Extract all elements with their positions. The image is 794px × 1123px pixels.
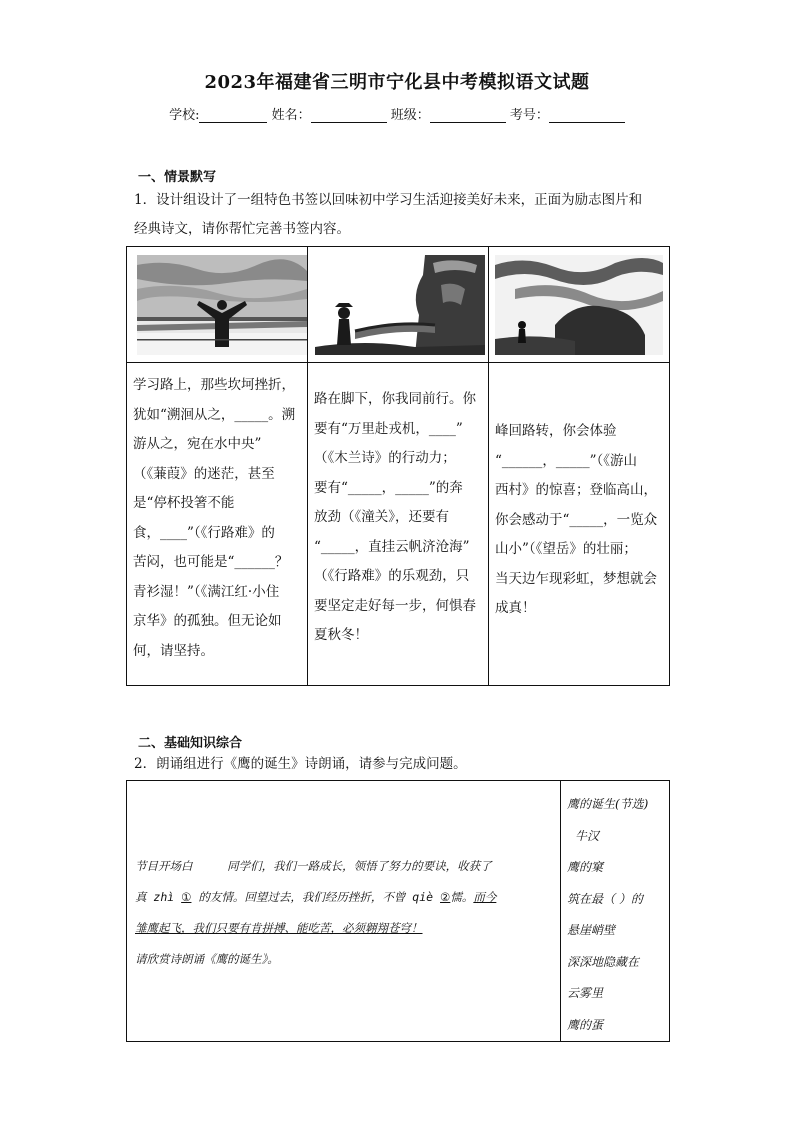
- remarks-line-3: [135, 913, 551, 944]
- text-line: 山小”（《望岳》的壮丽；: [495, 541, 637, 557]
- text-line: 成真！: [495, 600, 536, 616]
- name-blank[interactable]: [311, 108, 387, 123]
- question-1-line-1: 1．设计组设计了一组特色书签以回味初中学习生活迎接美好未来，正面为励志图片和: [134, 192, 643, 208]
- text-line: 夏秋冬！: [314, 627, 368, 643]
- page-title: 2023年福建省三明市宁化县中考模拟语文试题: [204, 72, 590, 93]
- poem-title: 鹰的诞生(节选): [567, 797, 649, 811]
- poem-line: 筑在最（ ）的: [567, 891, 643, 906]
- section-heading-1: 一、情景默写: [138, 170, 217, 185]
- table-divider: [488, 247, 489, 685]
- remarks-line-4: 请欣赏诗朗诵《鹰的诞生》。: [135, 952, 279, 966]
- remarks-text: 的友情。回望过去，我们经历挫折，不曾 qiè: [198, 890, 434, 904]
- underlined-text: 雏鹰起飞，我们只要有肯拼搏、能吃苦，必须翱翔苍穹！: [135, 921, 423, 935]
- text-line: 放劲（《潼关》，还要有: [314, 509, 449, 525]
- text-line: （《木兰诗》的行动力；: [314, 450, 456, 466]
- text-line: “______，_____”（《游山: [495, 452, 638, 469]
- poem-line: 悬崖峭壁: [567, 923, 616, 937]
- remarks-text: 真 zhì: [135, 890, 175, 904]
- class-blank[interactable]: [430, 108, 506, 123]
- text-line: 犹如“溯洄从之，_____。溯: [133, 406, 296, 423]
- text-line: （《蒹葭》的迷茫，甚至: [133, 465, 275, 482]
- remarks-text: 同学们，我们一路成长，领悟了努力的要诀，收获了: [227, 859, 492, 873]
- number-label: 考号：: [509, 108, 549, 123]
- bookmark-cell-3: [495, 417, 667, 624]
- poem-line: 云雾里: [567, 986, 604, 1000]
- table-divider: [560, 781, 561, 1041]
- remarks-line-2: [135, 882, 551, 913]
- section-heading-2: 二、基础知识综合: [138, 736, 243, 751]
- class-label: 班级：: [390, 108, 430, 123]
- remarks-text: 懦。: [450, 890, 474, 904]
- recital-table: [126, 780, 670, 1042]
- text-line: 苦闷，也可能是“______？: [133, 554, 289, 570]
- table-divider: [127, 362, 669, 363]
- bookmark-image-2: [315, 255, 485, 355]
- text-line: （《行路难》的乐观劲，只: [314, 568, 470, 584]
- student-info-line: [0, 104, 794, 123]
- underlined-text: 而今: [473, 890, 497, 904]
- bookmark-cell-1: [133, 371, 305, 666]
- number-blank[interactable]: [549, 108, 625, 123]
- text-line: 要坚定走好每一步，何惧春: [314, 597, 476, 614]
- poem-author: 牛汉: [575, 828, 600, 843]
- bookmark-image-3: [495, 255, 663, 355]
- text-line: 峰回路转，你会体验: [495, 423, 617, 439]
- school-blank[interactable]: [199, 108, 267, 123]
- opening-remarks: [135, 851, 551, 975]
- poem-excerpt: [567, 789, 671, 1041]
- text-line: 要有“万里赴戎机，____”: [314, 420, 463, 437]
- school-label: 学校:: [169, 108, 200, 123]
- poem-line: 深深地隐藏在: [567, 954, 640, 969]
- remarks-label: 节目开场白: [135, 859, 193, 873]
- text-line: 学习路上，那些坎坷挫折，: [133, 377, 295, 393]
- text-line: 游从之，宛在水中央”: [133, 436, 262, 452]
- table-divider: [307, 247, 308, 685]
- text-line: 何，请坚持。: [133, 642, 214, 659]
- poem-line: 鹰的蛋: [567, 1017, 604, 1032]
- text-line: 京华》的孤独。但无论如: [133, 613, 282, 629]
- remarks-line-1: [135, 851, 551, 882]
- text-line: “_____，直挂云帆济沧海”: [314, 538, 470, 555]
- blank-2-marker: ②: [440, 890, 451, 904]
- bookmark-image-1: [137, 255, 307, 355]
- question-1-text: [134, 186, 664, 244]
- text-line: 路在脚下，你我同前行。你: [314, 391, 476, 407]
- question-2-text: 2．朗诵组进行《鹰的诞生》诗朗诵，请参与完成问题。: [134, 756, 467, 772]
- text-line: 西村》的惊喜；登临高山，: [495, 482, 657, 498]
- name-label: 姓名：: [271, 108, 311, 123]
- text-line: 是“停杯投箸不能: [133, 495, 235, 511]
- text-line: 要有“_____，_____”的奔: [314, 479, 463, 496]
- blank-1-marker: ①: [181, 890, 192, 904]
- question-1-line-2: 经典诗文，请你帮忙完善书签内容。: [134, 221, 350, 237]
- text-line: 青衫湿！”（《满江红·小住: [133, 583, 280, 600]
- poem-line: 鹰的窠: [567, 860, 604, 874]
- text-line: 食，____”（《行路难》的: [133, 524, 275, 541]
- text-line: 当天边乍现彩虹，梦想就会: [495, 570, 657, 587]
- bookmark-cell-2: [314, 385, 486, 651]
- bookmark-table: [126, 246, 670, 686]
- text-line: 你会感动于“_____，一览众: [495, 511, 658, 528]
